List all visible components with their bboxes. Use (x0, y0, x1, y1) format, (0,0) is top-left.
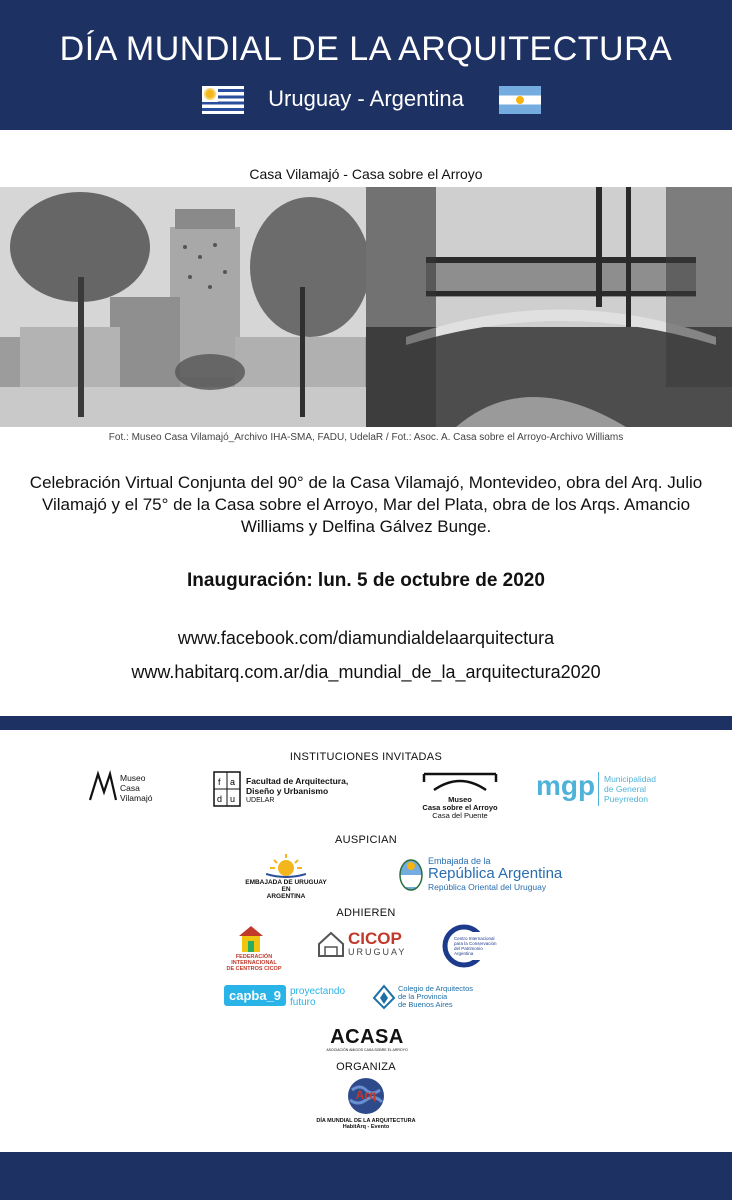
country-row (0, 84, 732, 114)
event-description: Celebración Virtual Conjunta del 90° de la Casa Vilamajó, Montevideo, obra del Arq. Julio Vilamajó y el 75° de la Casa sobre el Arroyo, Mar del Plata, obra de los Arqs. Amancio Williams y Delfina Gálvez Bunge. (29, 473, 703, 536)
sponsors-label: AUSPICIAN (335, 834, 397, 846)
capba9-logo: capba_9 proyectando futuro (224, 982, 354, 1012)
cicop-argentina-logo: Centro Internacional para la Conservación del Patrimonio Argentina (442, 924, 498, 970)
divider-band (0, 716, 732, 730)
page-subtitle: Uruguay - Argentina (268, 86, 464, 111)
fadu-logo: f a d u Facultad de Arquitectura, Diseño y Urbanismo UDELAR (212, 770, 352, 810)
svg-text:a: a (230, 777, 236, 787)
habitarq-link[interactable]: www.habitarq.com.ar/dia_mundial_de_la_arquitectura2020 (131, 662, 601, 682)
embajada-argentina-logo: Embajada de la República Argentina República Oriental del Uruguay (398, 856, 588, 896)
photos-caption: Casa Vilamajó - Casa sobre el Arroyo (249, 166, 483, 182)
organizer-logo: Arq DÍA MUNDIAL DE LA ARQUITECTURA HabitArq - Evento (314, 1076, 418, 1132)
photo-credit: Fot.: Museo Casa Vilamajó_Archivo IHA-SMA, FADU, UdelaR / Fot.: Asoc. A. Casa sobre el Arroyo-Archivo Williams (108, 432, 624, 443)
facebook-link[interactable]: www.facebook.com/diamundialdelaarquitectura (177, 628, 555, 648)
embajada-uruguay-logo: EMBAJADA DE URUGUAY EN ARGENTINA (244, 852, 328, 900)
svg-text:d: d (217, 794, 223, 804)
photo-strip (0, 187, 732, 427)
argentina-flag-icon (499, 86, 541, 114)
page-title: DÍA MUNDIAL DE LA ARQUITECTURA (59, 30, 673, 68)
museo-vilamajo-logo: Museo Casa Vilamajó (88, 770, 198, 806)
casa-sobre-el-arroyo-photo (366, 187, 732, 427)
organizer-label: ORGANIZA (336, 1061, 396, 1073)
invited-label: INSTITUCIONES INVITADAS (289, 751, 443, 763)
svg-text:u: u (230, 794, 236, 804)
inauguration-date: Inauguración: lun. 5 de octubre de 2020 (187, 570, 545, 591)
casa-vilamajo-photo (0, 187, 366, 427)
cicop-federation-logo: FEDERACIÓN INTERNACIONAL DE CENTROS CICOP (222, 924, 286, 968)
header-band (0, 0, 732, 130)
casa-sobre-el-arroyo-logo: Museo Casa sobre el Arroyo Casa del Puente (410, 768, 510, 824)
footer-band (0, 1152, 732, 1200)
acasa-logo: ACASA ASOCIACIÓN AMIGOS CASA SOBRE EL ARROYO (326, 1026, 408, 1052)
colegio-arquitectos-logo: Colegio de Arquitectos de la Provincia de Buenos Aires (372, 982, 492, 1016)
mgp-logo: mgp Municipalidad de General Pueyrredon (536, 770, 656, 804)
svg-text:f: f (218, 777, 221, 787)
adhere-label: ADHIEREN (336, 907, 396, 919)
cicop-uruguay-logo: CICOP URUGUAY (316, 930, 420, 970)
